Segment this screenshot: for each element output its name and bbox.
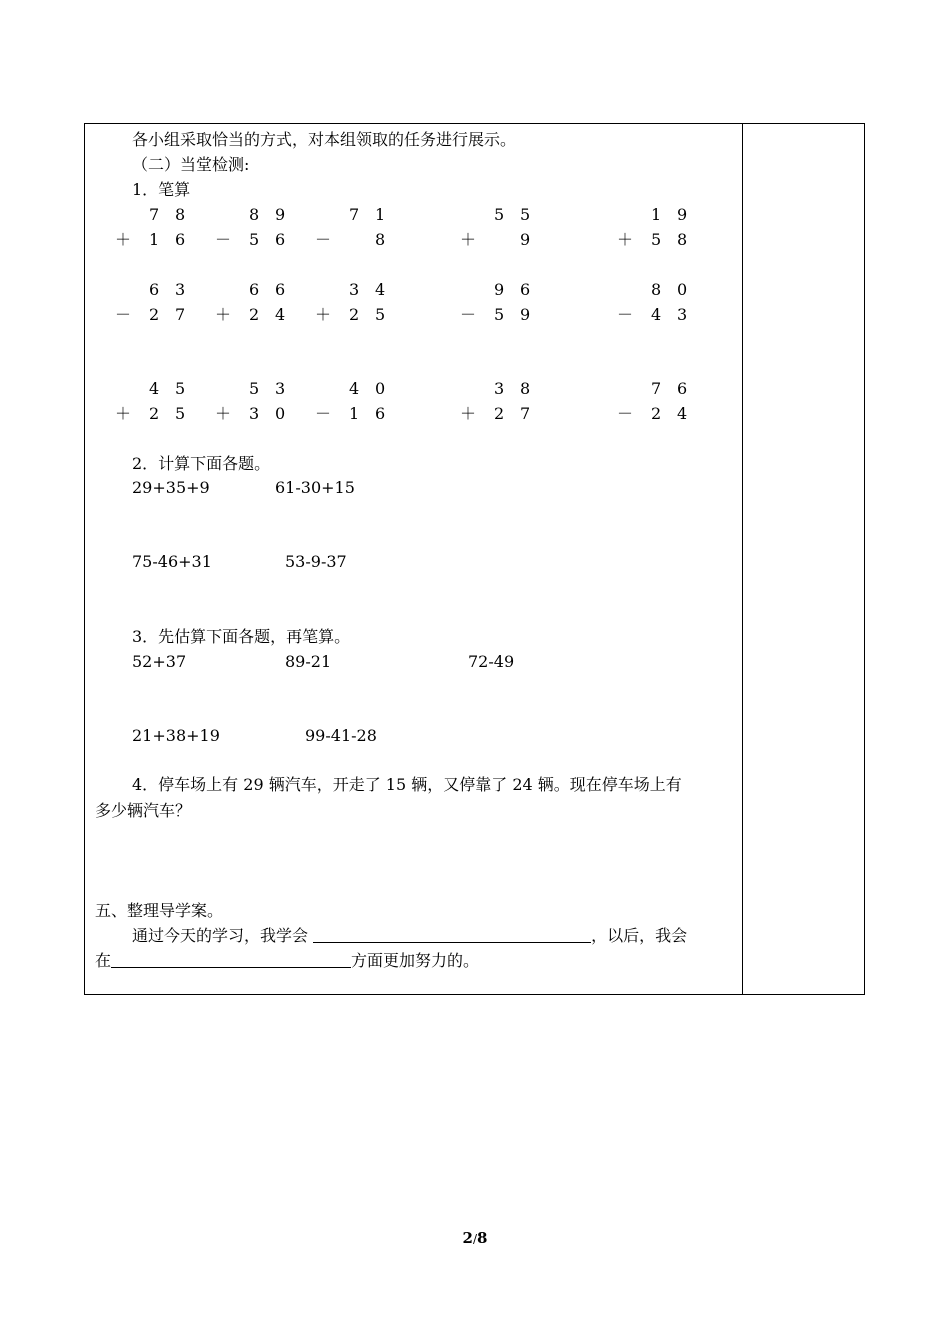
addend-digit: 7 xyxy=(349,205,360,224)
q3-item: 72-49 xyxy=(468,652,515,671)
addend-digit: 4 xyxy=(149,379,160,398)
intro-text: 各小组采取恰当的方式，对本组领取的任务进行展示。 xyxy=(132,130,517,149)
addend-digit: 8 xyxy=(249,205,260,224)
q3-item: 52+37 xyxy=(132,652,187,671)
operator-sign: ＋ xyxy=(215,404,232,423)
section-heading-2: （二）当堂检测: xyxy=(132,155,250,174)
addend-digit: 1 xyxy=(651,205,662,224)
addend-digit: 1 xyxy=(375,205,386,224)
operand-digit: 0 xyxy=(275,404,286,423)
addend-digit: 7 xyxy=(149,205,160,224)
section-heading-5: 五、整理导学案。 xyxy=(95,901,224,920)
operator-sign: ＋ xyxy=(215,305,232,324)
q4-line-2: 多少辆汽车？ xyxy=(95,801,192,820)
addend-digit: 3 xyxy=(494,379,505,398)
operand-digit: 8 xyxy=(375,230,386,249)
operand-digit: 4 xyxy=(651,305,662,324)
addend-digit: 5 xyxy=(249,379,260,398)
q3-item: 89-21 xyxy=(285,652,332,671)
addend-digit: 6 xyxy=(149,280,160,299)
addend-digit: 5 xyxy=(520,205,531,224)
q2-title: 2．计算下面各题。 xyxy=(132,454,271,473)
operand-digit: 7 xyxy=(175,305,186,324)
addend-digit: 6 xyxy=(520,280,531,299)
operator-sign: － xyxy=(315,404,332,423)
operand-digit: 9 xyxy=(520,230,531,249)
operator-sign: － xyxy=(460,305,477,324)
operand-digit: 3 xyxy=(677,305,688,324)
operand-digit: 7 xyxy=(520,404,531,423)
operand-digit: 1 xyxy=(149,230,160,249)
addend-digit: 4 xyxy=(349,379,360,398)
addend-digit: 3 xyxy=(349,280,360,299)
q2-item: 61-30+15 xyxy=(275,478,355,497)
operand-digit: 3 xyxy=(249,404,260,423)
summary-line-1: 通过今天的学习，我学会 ，以后，我会 xyxy=(132,926,688,945)
addend-digit: 8 xyxy=(651,280,662,299)
q1-title: 1．笔算 xyxy=(132,180,191,199)
addend-digit: 8 xyxy=(175,205,186,224)
operator-sign: ＋ xyxy=(115,230,132,249)
operand-digit: 4 xyxy=(275,305,286,324)
operand-digit: 8 xyxy=(677,230,688,249)
operand-digit: 5 xyxy=(494,305,505,324)
notes-column xyxy=(742,124,743,994)
operand-digit: 6 xyxy=(275,230,286,249)
operand-digit: 2 xyxy=(249,305,260,324)
operand-digit: 5 xyxy=(375,305,386,324)
operator-sign: － xyxy=(215,230,232,249)
addend-digit: 3 xyxy=(275,379,286,398)
summary-line-2: 在 方面更加努力的。 xyxy=(95,951,480,970)
q3-title: 3．先估算下面各题，再笔算。 xyxy=(132,627,351,646)
operator-sign: ＋ xyxy=(115,404,132,423)
addend-digit: 5 xyxy=(175,379,186,398)
operand-digit: 1 xyxy=(349,404,360,423)
operand-digit: 2 xyxy=(149,404,160,423)
addend-digit: 9 xyxy=(494,280,505,299)
addend-digit: 3 xyxy=(175,280,186,299)
addend-digit: 6 xyxy=(677,379,688,398)
addend-digit: 6 xyxy=(275,280,286,299)
operand-digit: 2 xyxy=(349,305,360,324)
fill-in-blank-learned[interactable] xyxy=(313,926,591,943)
operand-digit: 6 xyxy=(175,230,186,249)
addend-digit: 8 xyxy=(520,379,531,398)
operand-digit: 2 xyxy=(651,404,662,423)
addend-digit: 0 xyxy=(677,280,688,299)
operand-digit: 6 xyxy=(375,404,386,423)
operand-digit: 5 xyxy=(651,230,662,249)
operator-sign: － xyxy=(315,230,332,249)
operand-digit: 9 xyxy=(520,305,531,324)
operator-sign: － xyxy=(115,305,132,324)
q4-line-1: 4．停车场上有 29 辆汽车，开走了 15 辆，又停靠了 24 辆。现在停车场上有 xyxy=(132,775,682,794)
addend-digit: 5 xyxy=(494,205,505,224)
addend-digit: 6 xyxy=(249,280,260,299)
operand-digit: 4 xyxy=(677,404,688,423)
operator-sign: － xyxy=(617,305,634,324)
q3-item: 99-41-28 xyxy=(305,726,377,745)
operator-sign: － xyxy=(617,404,634,423)
addend-digit: 9 xyxy=(677,205,688,224)
q2-item: 53-9-37 xyxy=(285,552,347,571)
addend-digit: 4 xyxy=(375,280,386,299)
addend-digit: 7 xyxy=(651,379,662,398)
addend-digit: 9 xyxy=(275,205,286,224)
addend-digit: 0 xyxy=(375,379,386,398)
operand-digit: 2 xyxy=(149,305,160,324)
operand-digit: 5 xyxy=(249,230,260,249)
operand-digit: 5 xyxy=(175,404,186,423)
page-number: 2/8 xyxy=(462,1229,488,1247)
operand-digit: 2 xyxy=(494,404,505,423)
operator-sign: ＋ xyxy=(315,305,332,324)
operator-sign: ＋ xyxy=(460,230,477,249)
operator-sign: ＋ xyxy=(460,404,477,423)
fill-in-blank-improve[interactable] xyxy=(111,951,351,968)
q3-item: 21+38+19 xyxy=(132,726,220,745)
q2-item: 75-46+31 xyxy=(132,552,212,571)
worksheet-table xyxy=(84,123,865,995)
operator-sign: ＋ xyxy=(617,230,634,249)
q2-item: 29+35+9 xyxy=(132,478,210,497)
